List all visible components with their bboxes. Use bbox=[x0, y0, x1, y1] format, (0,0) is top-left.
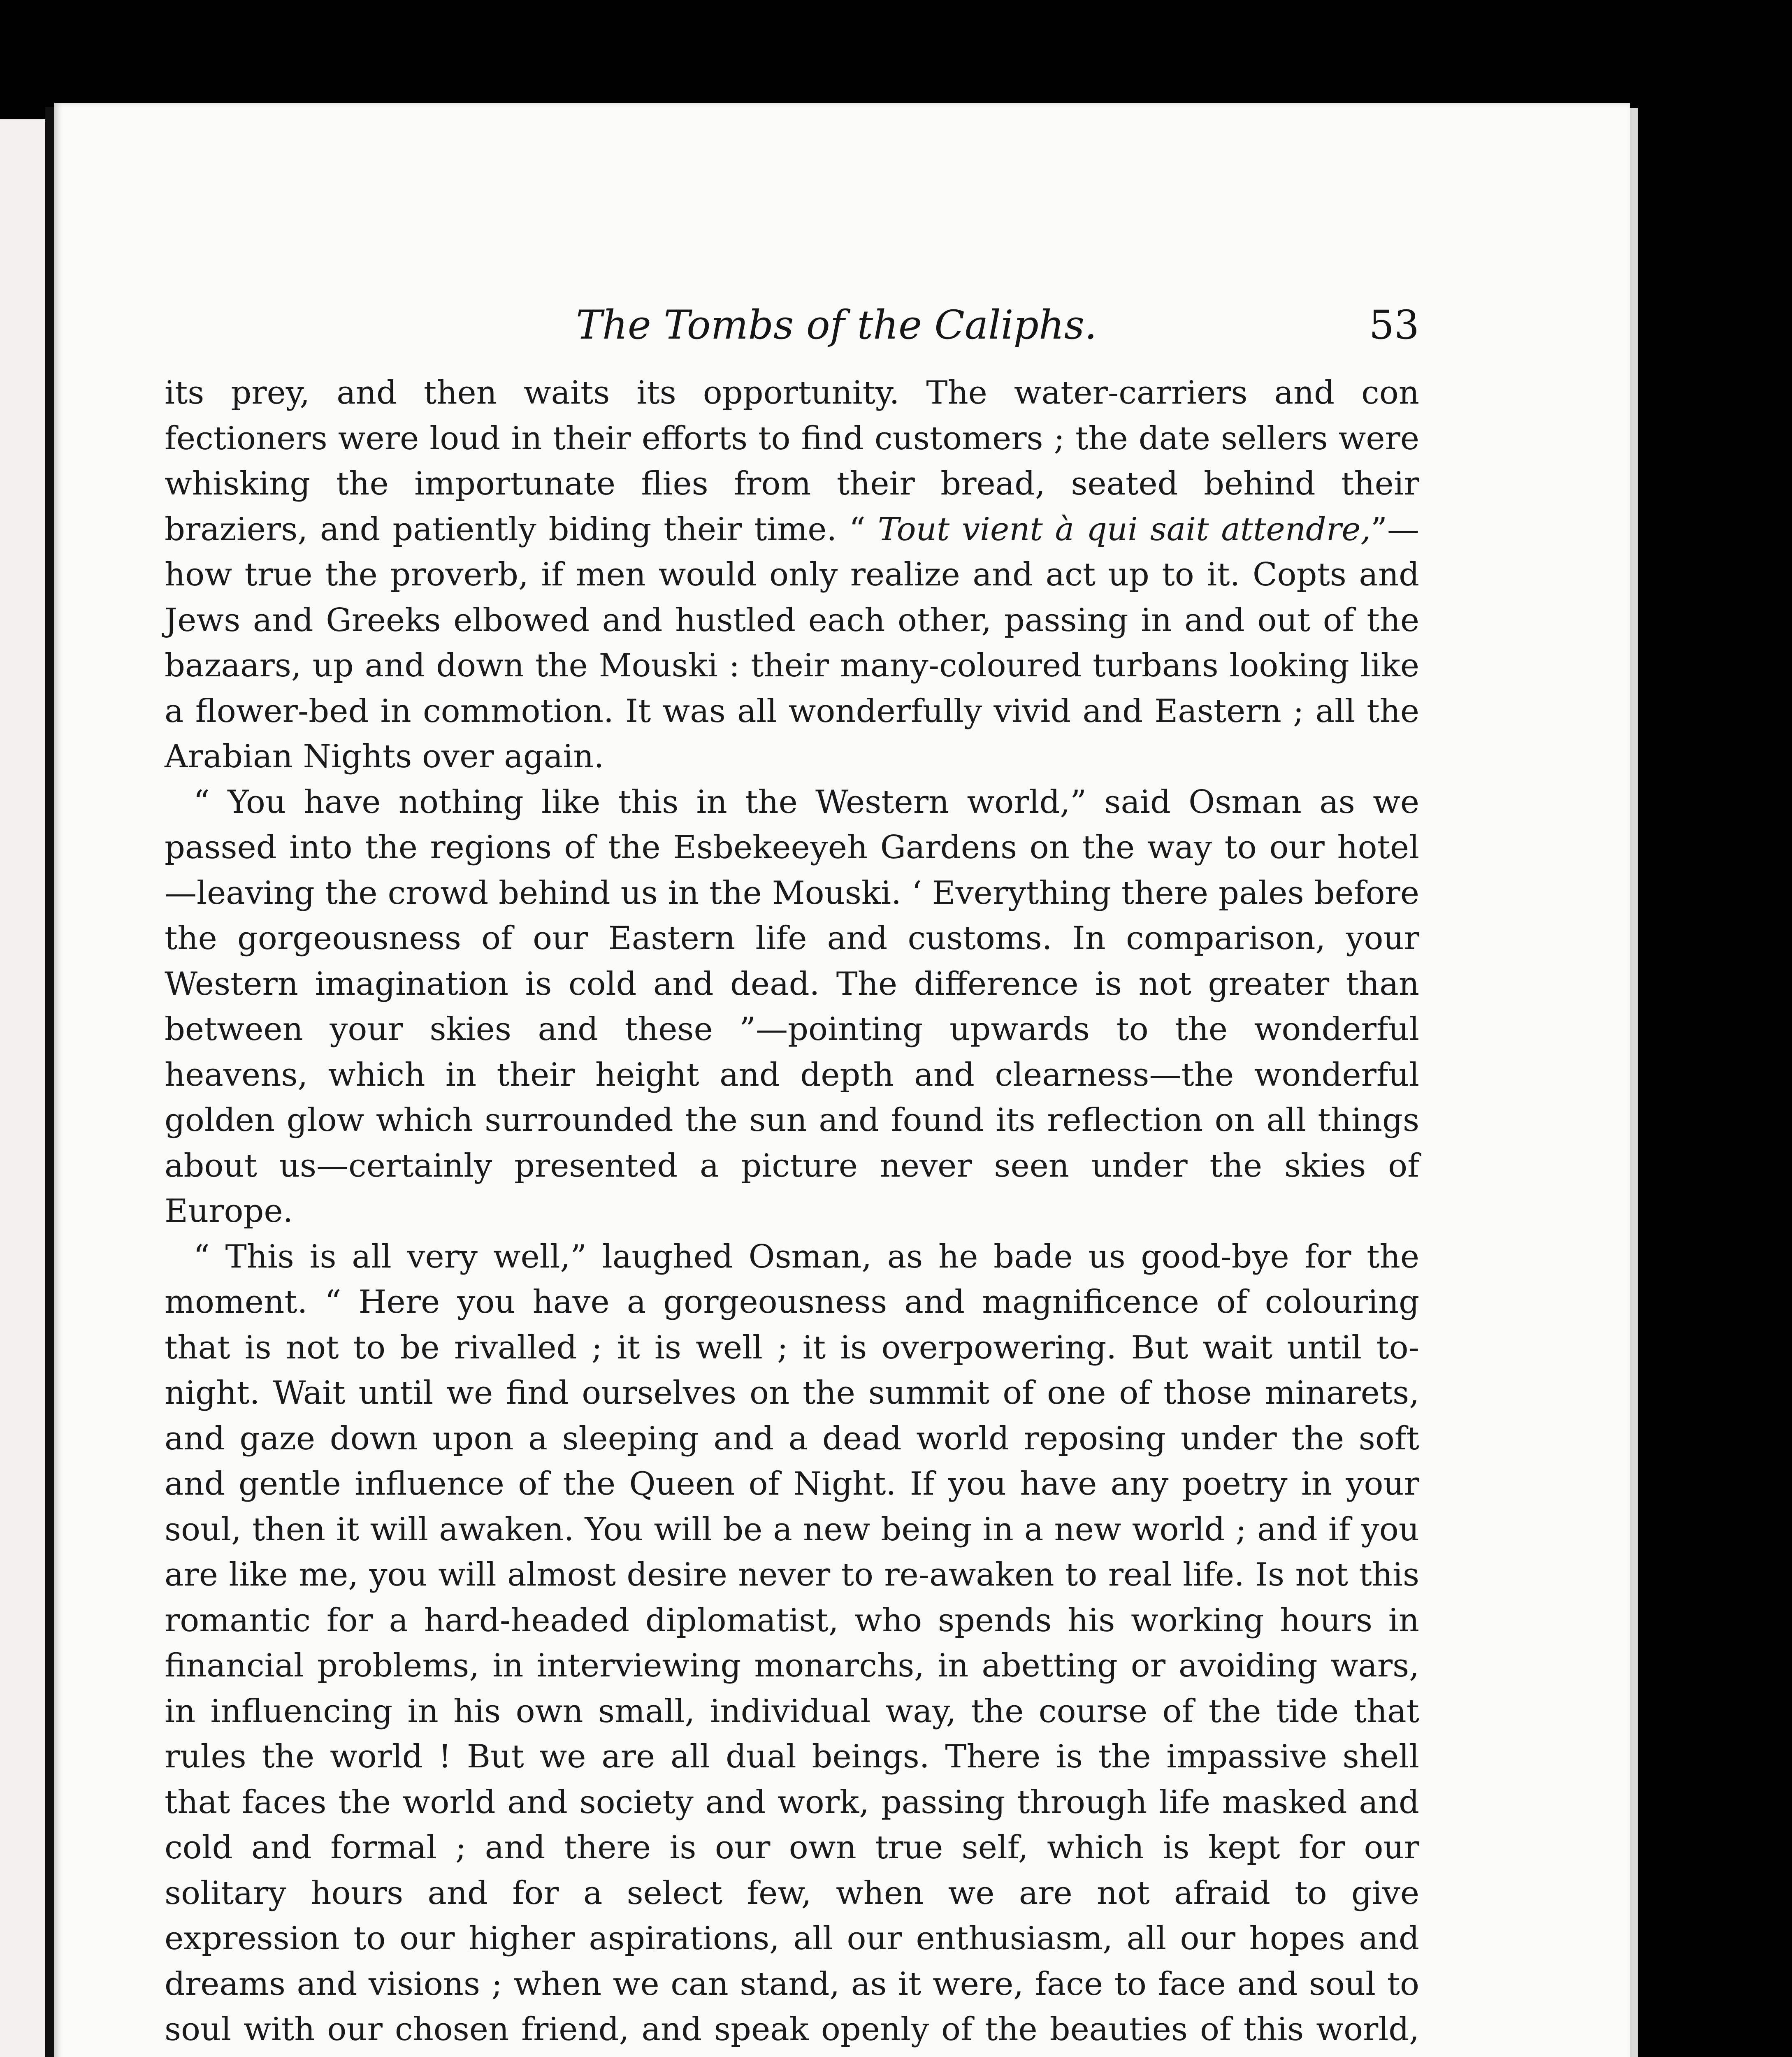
running-head-title: The Tombs of the Caliphs. bbox=[576, 302, 1097, 348]
paragraph-1-text-b: ”—how true the proverb, if men would only realize and act up to it. Copts and Jews and Greeks elbowed and hustled each other, passing in and out of the bazaars, up and down the Mouski : their many-coloured turbans looking like a flower-bed in commotion. It was all wonderfully vivid and Eastern ; all the Arabian Nights over again. bbox=[165, 511, 1419, 775]
paragraph-1-italic-proverb: Tout vient à qui sait attendre, bbox=[877, 511, 1371, 548]
page-number: 53 bbox=[1369, 302, 1419, 348]
facing-page-edge bbox=[0, 119, 49, 2057]
book-gutter bbox=[45, 107, 54, 2057]
paragraph-1 bbox=[165, 370, 1419, 780]
paragraph-3-text-a: “ This is all very well,” laughed Osman, as he bade us good-bye for the moment. “ Here you have a gorgeousness and magnificence of colouring that is not to be rivalled ; it is well ; it is overpowering. But wait until to-night. Wait until we find ourselves on the summit of one of those minarets, and gaze down upon a sleeping and a dead world reposing under the soft and gentle influence of the Queen of Night. If you have any poetry in your soul, then it will awaken. You will be a new being in a new world ; and if you are like me, you will almost desire never to re-awaken to real life. Is not this romantic for a hard-headed diplomatist, who spends his working hours in financial problems, in interviewing monarchs, in abetting or avoiding wars, in influencing in his own small, individual way, the course of the tide that rules the world ! But we are all dual beings. There is the impassive shell that faces the world and society and work, passing through life masked and cold and formal ; and there is our own true self, which is kept for our solitary hours and for a select few, when we are not afraid to give expression to our higher aspirations, all our enthusiasm, all our hopes and dreams and visions ; when we can stand, as it were, face to face and soul to soul with our chosen friend, and speak openly of the beauties of this world, bbox=[165, 1238, 1419, 2048]
body-text bbox=[165, 370, 1419, 2057]
paragraph-2: “ You have nothing like this in the Western world,” said Osman as we passed into the regions of the Esbekeeyeh Gardens on the way to our hotel—leaving the crowd behind us in the Mouski. ‘ Everything there pales before the gorgeousness of our Eastern life and customs. In comparison, your Western imagination is cold and dead. The difference is not greater than between your skies and these ”—pointing upwards to the wonderful heavens, which in their height and depth and clearness—the wonderful golden glow which surrounded the sun and found its reflection on all things about us—certainly presented a picture never seen under the skies of Europe. bbox=[165, 783, 1419, 1230]
paragraph-1-text-a: its prey, and then waits its opportunity. The water-carriers and con fectioners were loud in their efforts to find customers ; the date sellers were whisking the importunate flies from their bread, seated behind their braziers, and patiently biding their time. “ bbox=[165, 374, 1419, 548]
paragraph-3 bbox=[165, 1234, 1419, 2057]
page-edge bbox=[1630, 108, 1638, 2057]
running-head bbox=[165, 296, 1419, 354]
